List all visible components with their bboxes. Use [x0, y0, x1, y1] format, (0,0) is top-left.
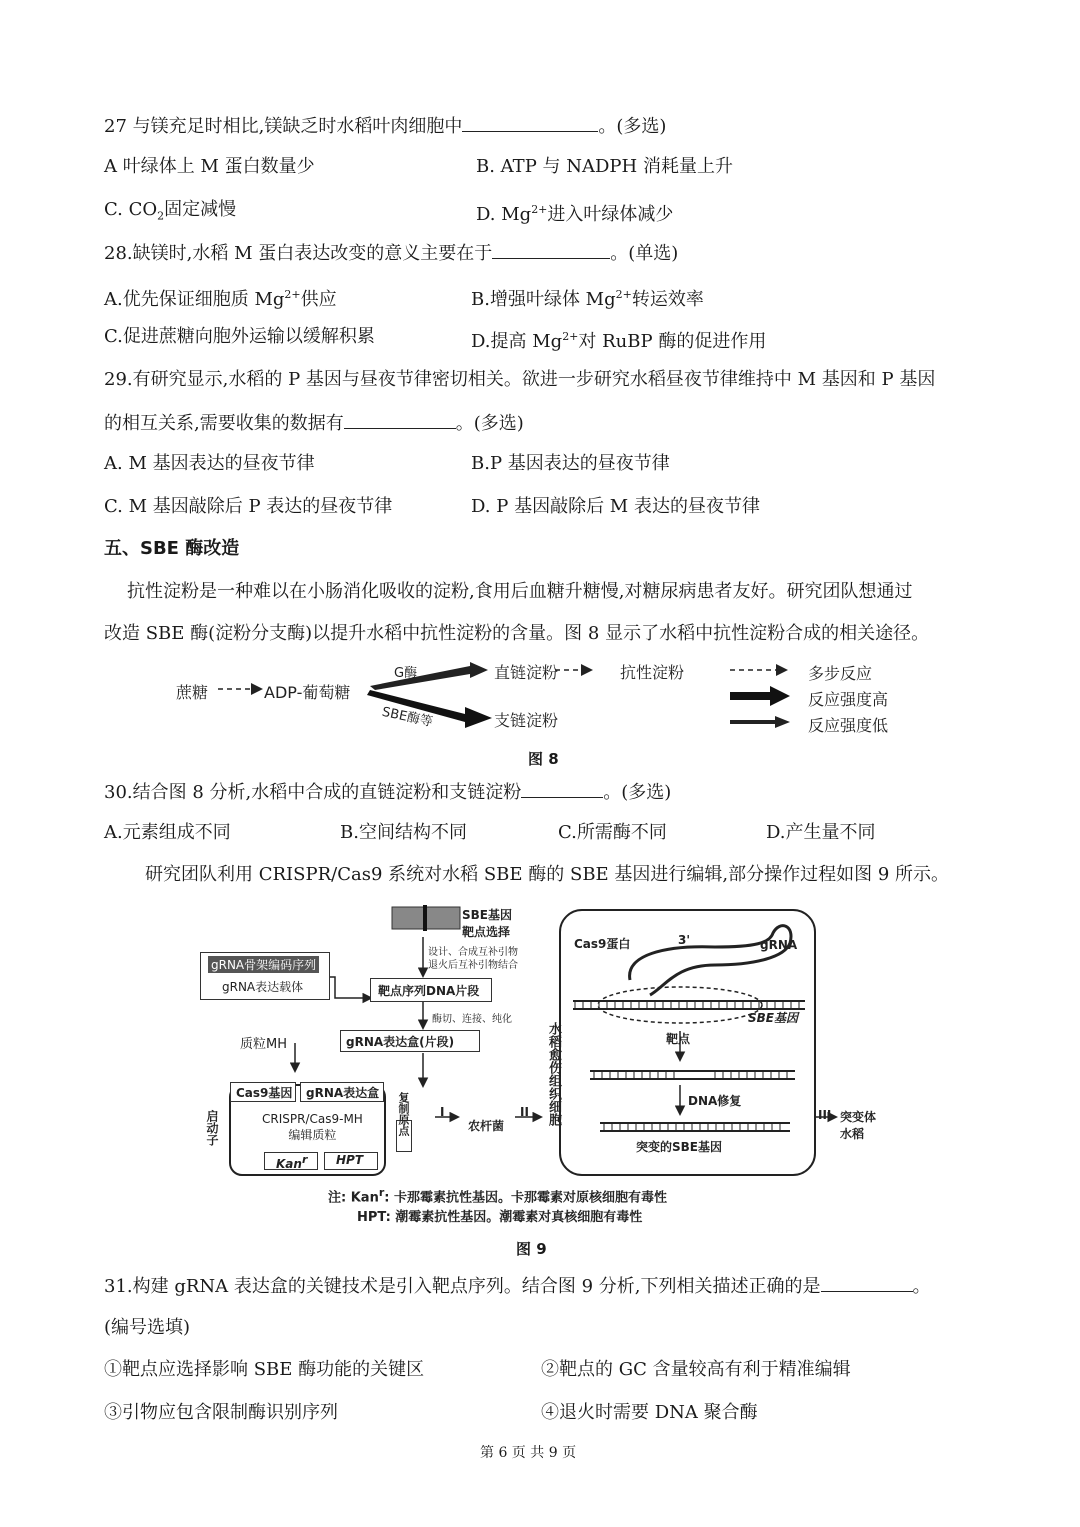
section5-para2: 改造 SBE 酶(淀粉分支酶)以提升水稻中抗性淀粉的含量。图 8 显示了水稻中抗性淀粉合成的相关途径。 — [104, 623, 930, 644]
fig9-plasmid-mh: 质粒MH — [240, 1037, 287, 1052]
fig8-adpg: ADP-葡萄糖 — [264, 683, 351, 702]
fig9-target-point: 靶点 — [666, 1032, 691, 1046]
q27-option-b: B. ATP 与 NADPH 消耗量上升 — [476, 156, 733, 177]
fig8-amylopectin: 支链淀粉 — [494, 711, 559, 730]
q30-option-c: C.所需酶不同 — [558, 822, 667, 843]
fig9-promoter: 启动子 — [205, 1110, 219, 1146]
q30-option-d: D.产生量不同 — [766, 822, 876, 843]
fig8-sucrose: 蔗糖 — [176, 683, 209, 702]
q29-option-d: D. P 基因敲除后 M 表达的昼夜节律 — [471, 496, 760, 517]
q31-stem — [104, 1273, 931, 1299]
q31-tail: 。 — [912, 1276, 931, 1297]
q30-stem-text: 30.结合图 8 分析,水稻中合成的直链淀粉和支链淀粉 — [104, 782, 522, 803]
q28-d-sup: 2+ — [562, 330, 579, 343]
fig9-grna-box-label: gRNA表达盒 — [306, 1086, 380, 1100]
legend-thick-arrow — [730, 686, 790, 706]
fig9-design: 设计、合成互补引物 退火后互补引物结合 — [428, 947, 518, 971]
fig9-mutant-rice: 突变体 水稻 — [840, 1110, 877, 1141]
fig9-sbe-target: SBE基因 靶点选择 — [462, 908, 512, 939]
fig9-note2: HPT: 潮霉素抗性基因。潮霉素对真核细胞有毒性 — [357, 1210, 643, 1225]
page-footer: 第 6 页 共 9 页 — [480, 1445, 577, 1461]
fig9-hpt: HPT — [336, 1153, 364, 1167]
fig9-cas9-gene: Cas9基因 — [236, 1086, 293, 1100]
fig9-three-prime: 3' — [678, 933, 691, 947]
q28-a-sup: 2+ — [284, 288, 301, 301]
q28-option-c: C.促进蔗糖向胞外运输以缓解积累 — [104, 326, 375, 347]
q27-c-sub: 2 — [157, 209, 165, 223]
fig8-legend-high: 反应强度高 — [808, 690, 889, 709]
q31-option-4: ④退火时需要 DNA 聚合酶 — [541, 1402, 758, 1423]
q27-d-sup: 2+ — [531, 203, 548, 216]
fig9-grna-scaffold: gRNA骨架编码序列 — [208, 956, 319, 973]
fig8-resistant: 抗性淀粉 — [620, 663, 685, 682]
q30-option-a: A.元素组成不同 — [104, 822, 231, 843]
fig8-sbe-enzyme: SBE酶等 — [380, 704, 434, 731]
para-crispr: 研究团队利用 CRISPR/Cas9 系统对水稻 SBE 酶的 SBE 基因进行编辑,部分操作过程如图 9 所示。 — [145, 864, 950, 885]
section5-para1: 抗性淀粉是一种难以在小肠消化吸收的淀粉,食用后血糖升糖慢,对糖尿病患者友好。研究团队想通过 — [127, 581, 913, 602]
q27-d-pre: D. Mg — [476, 204, 532, 225]
q28-d-pre: D.提高 Mg — [471, 331, 563, 352]
q29-stem-line1: 29.有研究显示,水稻的 P 基因与昼夜节律密切相关。欲进一步研究水稻昼夜节律维持中 M 基因和 P 基因 — [104, 369, 936, 390]
fig9-crispr-plasmid: CRISPR/Cas9-MH 编辑质粒 — [262, 1112, 363, 1142]
q28-a-post: 供应 — [300, 289, 337, 310]
q28-option-b — [471, 283, 704, 312]
fig9-ori: 复制原点 — [397, 1092, 410, 1136]
fig9-step3: III — [818, 1108, 832, 1122]
q31-option-1: ①靶点应选择影响 SBE 酶功能的关键区 — [104, 1359, 425, 1380]
q28-b-post: 转运效率 — [631, 289, 704, 310]
fig8-legend-multi: 多步反应 — [808, 664, 873, 683]
q27-c-pre: C. CO — [104, 199, 158, 220]
q28-stem — [104, 240, 678, 266]
fig9-rice-cells: 水稻愈伤组织细胞 — [546, 1022, 561, 1126]
section5-title: 五、SBE 酶改造 — [104, 538, 240, 559]
q27-tail: 。(多选) — [598, 116, 667, 137]
fig9-digest: 酶切、连接、纯化 — [432, 1014, 512, 1025]
q27-stem-text: 27 与镁充足时相比,镁缺乏时水稻叶肉细胞中 — [104, 116, 463, 137]
fig8-legend-low: 反应强度低 — [808, 716, 889, 735]
fig9-grna-cassette: gRNA表达盒(片段) — [346, 1035, 455, 1049]
fig9-sbe-gene: SBE基因 — [748, 1011, 798, 1025]
q31-stem-text: 31.构建 gRNA 表达盒的关键技术是引入靶点序列。结合图 9 分析,下列相关描述正确的是 — [104, 1276, 821, 1297]
fig9-caption: 图 9 — [516, 1240, 547, 1258]
q28-answer-blank[interactable] — [492, 240, 610, 259]
arrow-g-enzyme — [370, 662, 488, 690]
q28-d-post: 对 RuBP 酶的促进作用 — [578, 331, 767, 352]
fig8-caption: 图 8 — [528, 750, 559, 768]
q30-stem — [104, 779, 671, 805]
q29-stem-text: 的相互关系,需要收集的数据有 — [104, 413, 344, 434]
q30-answer-blank[interactable] — [521, 779, 603, 798]
q29-option-c: C. M 基因敲除后 P 表达的昼夜节律 — [104, 496, 393, 517]
fig9-grna: gRNA — [760, 938, 798, 952]
q29-option-a: A. M 基因表达的昼夜节律 — [104, 453, 315, 474]
q28-b-sup: 2+ — [615, 288, 632, 301]
fig9-dna-repair: DNA修复 — [688, 1094, 742, 1108]
q31-option-3: ③引物应包含限制酶识别序列 — [104, 1402, 338, 1423]
fig9-step1: I — [440, 1105, 445, 1119]
q31-option-2: ②靶点的 GC 含量较高有利于精准编辑 — [541, 1359, 851, 1380]
q27-answer-blank[interactable] — [462, 113, 598, 132]
q30-option-b: B.空间结构不同 — [340, 822, 467, 843]
q27-option-a: A 叶绿体上 M 蛋白数量少 — [104, 156, 315, 177]
fig9-grna-vector: gRNA表达载体 — [222, 980, 304, 994]
q29-option-b: B.P 基因表达的昼夜节律 — [471, 453, 670, 474]
fig9-agro: 农杆菌 — [468, 1119, 505, 1133]
q31-note: (编号选填) — [104, 1317, 191, 1338]
fig8-g-enzyme: G酶 — [394, 666, 418, 681]
q28-option-d — [471, 325, 766, 354]
q29-stem-line2 — [104, 410, 524, 436]
fig8-amylose: 直链淀粉 — [494, 663, 559, 682]
legend-thin-arrow — [730, 716, 790, 728]
q29-answer-blank[interactable] — [344, 410, 456, 429]
q27-stem — [104, 113, 666, 139]
q27-c-post: 固定减慢 — [164, 199, 237, 220]
q31-answer-blank[interactable] — [821, 1273, 913, 1292]
q27-d-post: 进入叶绿体减少 — [547, 204, 674, 225]
fig9-mutant-sbe: 突变的SBE基因 — [636, 1140, 722, 1154]
q27-option-d — [476, 198, 673, 227]
grna-loop — [630, 926, 791, 995]
fig9-target-dna: 靶点序列DNA片段 — [378, 984, 480, 998]
fig9-step2: II — [520, 1105, 529, 1119]
q28-a-pre: A.优先保证细胞质 Mg — [104, 289, 285, 310]
q28-tail: 。(单选) — [610, 243, 679, 264]
target-marker — [423, 905, 427, 931]
q30-tail: 。(多选) — [603, 782, 672, 803]
fig9-note1: 注: Kan$^r$: 卡那霉素抗性基因。卡那霉素对原核细胞有毒性 — [328, 1186, 667, 1206]
q28-b-pre: B.增强叶绿体 Mg — [471, 289, 616, 310]
q28-stem-text: 28.缺镁时,水稻 M 蛋白表达改变的意义主要在于 — [104, 243, 493, 264]
q27-option-c — [104, 198, 236, 229]
fig9-kanr: Kanr — [276, 1153, 308, 1171]
fig9-cas9-protein: Cas9蛋白 — [574, 937, 631, 951]
q28-option-a — [104, 283, 337, 312]
q29-tail: 。(多选) — [455, 413, 524, 434]
